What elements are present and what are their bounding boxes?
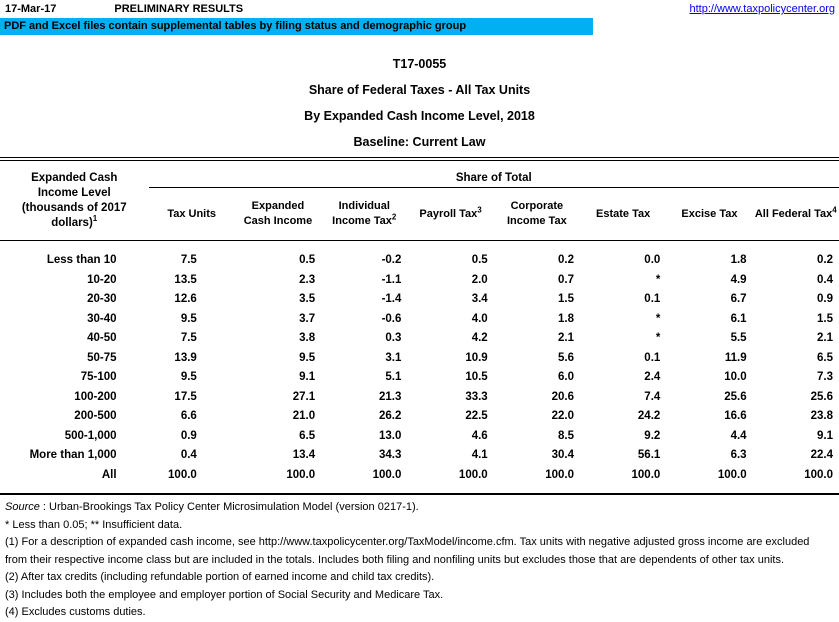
footnote-1: (1) For a description of expanded cash income, see http://www.taxpolicycenter.org/TaxModel/income.cfm. Tax units with negative adjusted gross income are excluded from their respective income class but are included in the totals. Includes both filing and nonfiling units but excludes those that are dependents of other tax units. bbox=[5, 536, 810, 566]
table-cell: 21.3 bbox=[379, 390, 402, 403]
table-cell: 6.0 bbox=[558, 371, 574, 383]
table-cell: 22.0 bbox=[551, 410, 574, 422]
table-cell: 0.4 bbox=[180, 449, 197, 461]
table-cell: 9.5 bbox=[180, 371, 197, 383]
table-cell: 3.4 bbox=[471, 293, 488, 305]
table-cell: 4.1 bbox=[471, 449, 488, 461]
table-cell: 6.6 bbox=[180, 410, 197, 422]
table-row bbox=[0, 271, 839, 291]
row-label: 30-40 bbox=[87, 312, 117, 325]
table-cell: 3.8 bbox=[299, 332, 316, 344]
row-label: 20-30 bbox=[87, 293, 117, 305]
title-block bbox=[0, 51, 839, 155]
col-header-payroll-tax bbox=[407, 188, 493, 241]
table-row-total bbox=[0, 466, 839, 495]
table-cell: 7.3 bbox=[817, 371, 833, 383]
table-row bbox=[0, 329, 839, 349]
table-cell: 21.0 bbox=[292, 410, 316, 422]
table-cell: 0.2 bbox=[558, 254, 574, 266]
table-cell: 10.0 bbox=[724, 371, 747, 383]
source-label: Source bbox=[5, 501, 40, 513]
table-cell: 100.0 bbox=[631, 468, 661, 481]
table-cell: 4.9 bbox=[730, 273, 747, 286]
span-header-row bbox=[0, 159, 839, 188]
table-cell: 0.2 bbox=[817, 254, 833, 266]
table-cell: 10.9 bbox=[465, 351, 488, 364]
table-cell: 6.1 bbox=[730, 312, 747, 325]
table-cell: 9.1 bbox=[817, 429, 833, 442]
title-main: Share of Federal Taxes - All Tax Units bbox=[308, 83, 531, 97]
table-cell: 26.2 bbox=[379, 410, 402, 422]
table-cell: 0.5 bbox=[299, 254, 316, 266]
table-cell: 2.1 bbox=[817, 332, 833, 344]
table-cell: 4.4 bbox=[730, 429, 747, 442]
table-cell: 100.0 bbox=[545, 468, 574, 481]
table-cell: 9.5 bbox=[180, 312, 197, 325]
row-header bbox=[0, 159, 149, 241]
table-cell: 10.5 bbox=[465, 371, 488, 383]
footnote-4: (4) Excludes customs duties. bbox=[5, 606, 146, 618]
col-header-label: Payroll Tax bbox=[419, 207, 478, 220]
table-cell: 22.5 bbox=[465, 410, 488, 422]
table-id: T17-0055 bbox=[392, 57, 447, 71]
col-header-label: Excise Tax bbox=[681, 207, 738, 220]
table-row bbox=[0, 290, 839, 310]
table-row bbox=[0, 368, 839, 388]
table-cell: 4.2 bbox=[471, 332, 488, 344]
table-cell: 6.3 bbox=[730, 449, 747, 461]
table-cell: 0.4 bbox=[817, 273, 833, 286]
date: 17-Mar-17 bbox=[5, 3, 57, 15]
table-cell: 13.9 bbox=[174, 351, 197, 364]
table-cell: 1.8 bbox=[558, 312, 574, 325]
table-cell: 11.9 bbox=[724, 351, 747, 364]
share-of-federal-taxes-table bbox=[0, 157, 839, 495]
table-row bbox=[0, 446, 839, 466]
table-cell: 33.3 bbox=[465, 390, 488, 403]
table-cell: 9.1 bbox=[299, 371, 316, 383]
table-cell: 22.4 bbox=[810, 449, 833, 461]
table-cell: 3.7 bbox=[299, 312, 316, 325]
table-cell: 5.6 bbox=[558, 351, 574, 364]
row-label: 50-75 bbox=[87, 351, 117, 364]
table-cell: 12.6 bbox=[174, 293, 197, 305]
col-header-all-federal-tax bbox=[753, 188, 839, 241]
table-row bbox=[0, 388, 839, 408]
superscript: 2 bbox=[391, 212, 397, 222]
top-header bbox=[0, 0, 839, 15]
table-row bbox=[0, 310, 839, 330]
row-label: 100-200 bbox=[74, 390, 117, 403]
table-cell: -1.1 bbox=[381, 273, 402, 286]
table-row bbox=[0, 241, 839, 271]
col-header-expanded-cash-income bbox=[235, 188, 321, 241]
col-header-label: Tax Units bbox=[167, 207, 217, 220]
table-cell: 1.8 bbox=[730, 254, 747, 266]
table-cell: 25.6 bbox=[810, 390, 833, 403]
table-cell: 13.5 bbox=[174, 273, 197, 286]
supplemental-banner: PDF and Excel files contain supplemental tables by filing status and demographic group bbox=[0, 18, 593, 35]
table-cell: 3.1 bbox=[385, 351, 402, 364]
table-cell: 2.3 bbox=[299, 273, 316, 286]
col-header-individual-income-tax bbox=[321, 188, 407, 241]
table-cell: 27.1 bbox=[292, 390, 316, 403]
table-cell: 13.0 bbox=[379, 429, 402, 442]
table-cell: 16.6 bbox=[724, 410, 747, 422]
table-cell: * bbox=[655, 273, 661, 286]
col-header-label: Estate Tax bbox=[596, 207, 651, 220]
share-of-total-header: Share of Total bbox=[149, 159, 839, 188]
row-label: More than 1,000 bbox=[29, 449, 117, 461]
col-header-label: Expanded Cash Income bbox=[243, 200, 313, 227]
table-cell: 100.0 bbox=[804, 468, 833, 481]
table-cell: 6.5 bbox=[817, 351, 833, 364]
footnotes bbox=[0, 495, 839, 622]
row-header-label: Expanded Cash Income Level (thousands of 2017 dollars) bbox=[21, 171, 127, 229]
table-cell: 6.5 bbox=[299, 429, 316, 442]
table-cell: 34.3 bbox=[379, 449, 402, 461]
table-cell: 5.5 bbox=[730, 332, 747, 344]
superscript: 3 bbox=[477, 204, 482, 214]
table-row bbox=[0, 427, 839, 447]
col-header-excise-tax bbox=[666, 188, 752, 241]
table-row bbox=[0, 349, 839, 369]
table-cell: 20.6 bbox=[551, 390, 574, 403]
table-cell: 1.5 bbox=[817, 312, 833, 325]
row-label: 10-20 bbox=[87, 273, 117, 286]
table-cell: -0.2 bbox=[381, 254, 402, 266]
superscript: 4 bbox=[832, 204, 837, 214]
table-cell: 5.1 bbox=[385, 371, 402, 383]
table-cell: -1.4 bbox=[381, 293, 402, 305]
table-cell: 7.5 bbox=[180, 332, 197, 344]
source-line bbox=[5, 499, 834, 517]
table-cell: 17.5 bbox=[174, 390, 197, 403]
table-cell: 2.4 bbox=[644, 371, 661, 383]
row-label: All bbox=[101, 468, 117, 481]
table-cell: 0.5 bbox=[471, 254, 488, 266]
table-cell: 2.1 bbox=[558, 332, 574, 344]
table-cell: 56.1 bbox=[637, 449, 661, 461]
preliminary-results: PRELIMINARY RESULTS bbox=[114, 3, 244, 15]
col-header-label: Corporate Income Tax bbox=[506, 200, 567, 227]
col-header-label: Individual Income Tax bbox=[332, 200, 392, 227]
table-cell: 9.5 bbox=[299, 351, 316, 364]
table-cell: 100.0 bbox=[458, 468, 488, 481]
table-cell: 8.5 bbox=[558, 429, 574, 442]
title-sub: By Expanded Cash Income Level, 2018 bbox=[304, 109, 535, 123]
col-header-corporate-income-tax bbox=[494, 188, 580, 241]
table-cell: 24.2 bbox=[637, 410, 661, 422]
table-cell: 2.0 bbox=[471, 273, 488, 286]
table-cell: 6.7 bbox=[730, 293, 747, 305]
table-cell: 4.6 bbox=[471, 429, 488, 442]
table-cell: 0.1 bbox=[644, 351, 661, 364]
table-cell: 100.0 bbox=[286, 468, 316, 481]
col-header-label: All Federal Tax bbox=[754, 207, 833, 220]
table-cell: 0.9 bbox=[817, 293, 833, 305]
row-label: 500-1,000 bbox=[64, 429, 117, 442]
table-cell: 0.9 bbox=[180, 429, 197, 442]
table-cell: * bbox=[655, 312, 661, 325]
table-cell: 0.1 bbox=[644, 293, 661, 305]
table-cell: -0.6 bbox=[381, 312, 402, 325]
table-cell: 100.0 bbox=[717, 468, 747, 481]
footnote-3: (3) Includes both the employee and employer portion of Social Security and Medicare Tax. bbox=[5, 588, 444, 601]
table-cell: 13.4 bbox=[292, 449, 316, 461]
table-cell: 3.5 bbox=[299, 293, 316, 305]
title-baseline: Baseline: Current Law bbox=[353, 135, 486, 149]
table-cell: 9.2 bbox=[644, 429, 661, 442]
col-header-tax-units bbox=[149, 188, 235, 241]
table-cell: * bbox=[655, 332, 661, 344]
table-cell: 1.5 bbox=[558, 293, 574, 305]
row-label: 40-50 bbox=[87, 332, 117, 344]
table-cell: 7.5 bbox=[180, 254, 197, 266]
col-header-estate-tax bbox=[580, 188, 666, 241]
superscript: 1 bbox=[92, 213, 98, 223]
table-cell: 4.0 bbox=[471, 312, 488, 325]
table-cell: 100.0 bbox=[372, 468, 402, 481]
table-cell: 30.4 bbox=[551, 449, 574, 461]
table-cell: 0.3 bbox=[385, 332, 402, 344]
footnote-asterisk: * Less than 0.05; ** Insufficient data. bbox=[5, 518, 183, 531]
table-cell: 25.6 bbox=[724, 390, 747, 403]
footnote-2: (2) After tax credits (including refundable portion of earned income and child tax credits). bbox=[5, 571, 435, 583]
table-cell: 100.0 bbox=[168, 468, 197, 481]
row-label: 200-500 bbox=[74, 410, 117, 422]
row-label: 75-100 bbox=[80, 371, 117, 383]
row-label: Less than 10 bbox=[46, 254, 117, 266]
table-cell: 0.0 bbox=[644, 254, 661, 266]
source-text: : Urban-Brookings Tax Policy Center Microsimulation Model (version 0217-1). bbox=[39, 501, 419, 513]
tpc-link[interactable]: http://www.taxpolicycenter.org bbox=[689, 3, 835, 15]
table-cell: 23.8 bbox=[810, 410, 833, 422]
table-row bbox=[0, 407, 839, 427]
table-cell: 7.4 bbox=[644, 390, 661, 403]
table-cell: 0.7 bbox=[558, 273, 574, 286]
